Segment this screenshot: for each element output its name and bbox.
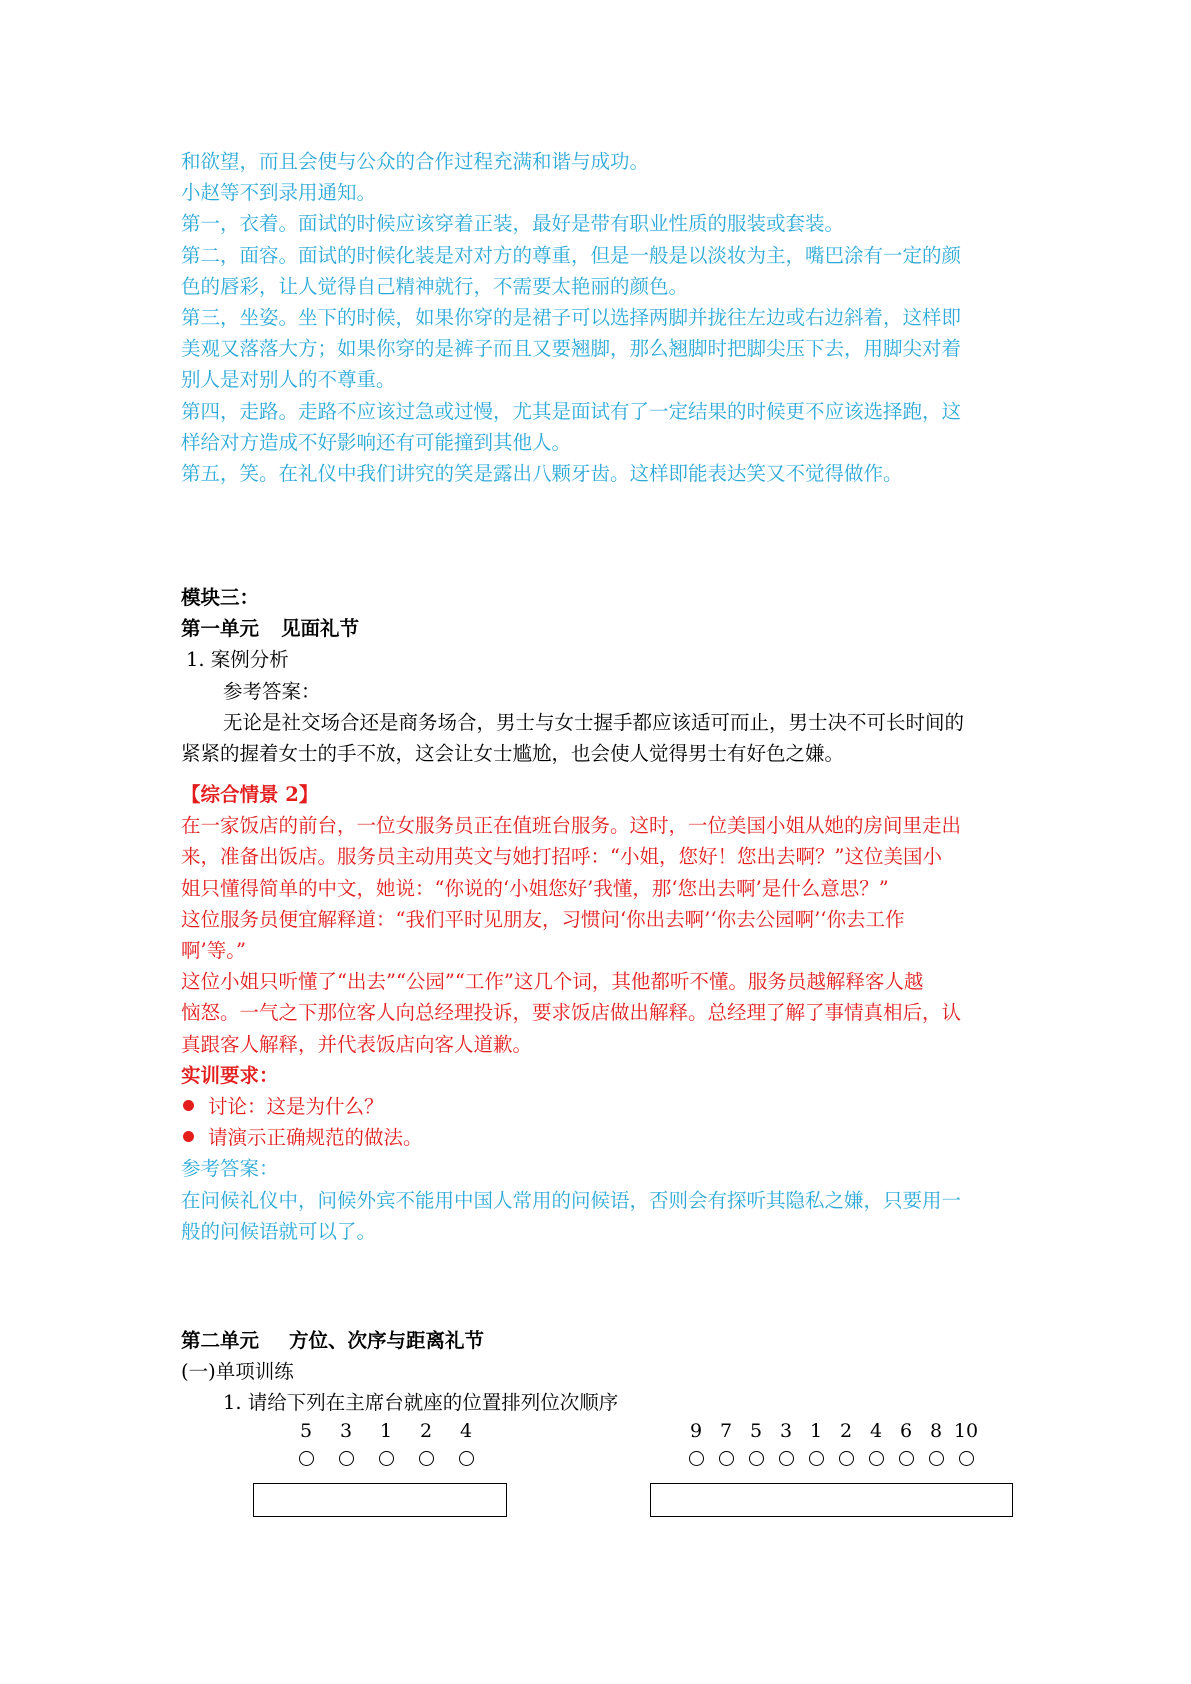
seat-circle-icon [779, 1451, 794, 1466]
unit2-section [181, 1325, 1021, 1419]
seat-circle-icon [379, 1451, 394, 1466]
answer-line: 样给对方造成不好影响还有可能撞到其他人。 [181, 430, 572, 454]
seating-large-numbers [681, 1419, 981, 1443]
seat-number: 4 [869, 1420, 883, 1442]
answer-line: 美观又落落大方；如果你穿的是裤子而且又要翘脚，那么翘脚时把脚尖压下去，用脚尖对着 [181, 337, 962, 361]
answer-line: 别人是对别人的不尊重。 [181, 368, 396, 392]
bullet-text: 讨论：这是为什么？ [208, 1095, 384, 1119]
seat-circle-icon [459, 1451, 474, 1466]
answer-line: 色的唇彩，让人觉得自己精神就行，不需要太艳丽的颜色。 [181, 274, 689, 298]
seat-circle-icon [869, 1451, 884, 1466]
answer-line: 第二，面容。面试的时候化装是对对方的尊重，但是一般是以淡妆为主，嘴巴涂有一定的颜 [181, 243, 962, 267]
scenario-line: 姐只懂得简单的中文，她说：“你说的‘小姐您好’我懂，那‘您出去啊’是什么意思？” [181, 876, 889, 900]
ref-line-1: 无论是社交场合还是商务场合，男士与女士握手都应该适可而止，男士决不可长时间的 [223, 710, 965, 734]
scenario-line: 啊’等。” [181, 939, 246, 963]
seat-number: 3 [339, 1420, 353, 1442]
unit2-title-name: 方位、次序与距离礼节 [289, 1329, 485, 1352]
answer-line: 和欲望，而且会使与公众的合作过程充满和谐与成功。 [181, 150, 650, 173]
scenario-line: 来，准备出饭店。服务员主动用英文与她打招呼：“小姐，您好！您出去啊？”这位美国小 [181, 845, 942, 869]
seat-number: 2 [419, 1420, 433, 1442]
seat-number: 7 [719, 1420, 733, 1442]
seat-number: 2 [839, 1420, 853, 1442]
module3-section [181, 582, 1021, 769]
seating-large-answer-box[interactable] [650, 1483, 1013, 1517]
answer-line: 第一，衣着。面试的时候应该穿着正装，最好是带有职业性质的服装或套装。 [181, 212, 845, 236]
ref-label: 参考答案： [223, 679, 321, 703]
unit2-title [181, 1325, 1021, 1356]
requirement-label: 实训要求： [181, 1063, 279, 1087]
case-heading: 1. 案例分析 [186, 648, 289, 672]
seat-circle-icon [749, 1451, 764, 1466]
bullet-dot-icon [183, 1131, 194, 1142]
unit2-title-number: 第二单元 [181, 1329, 260, 1352]
seat-number: 5 [749, 1420, 763, 1442]
answer-line: 小赵等不到录用通知。 [181, 181, 377, 205]
requirement-bullet-item [181, 1091, 1021, 1122]
scenario-section [181, 779, 1021, 1247]
seat-number: 1 [809, 1420, 823, 1442]
module-title: 模块三： [181, 586, 260, 609]
seat-circle-icon [419, 1451, 434, 1466]
requirement-bullet-item [181, 1122, 1021, 1153]
part1-text [181, 146, 1021, 489]
answer-line: 在问候礼仪中，问候外宾不能用中国人常用的问候语，否则会有探听其隐私之嫌，只要用一 [181, 1188, 962, 1212]
seating-large-circles [681, 1451, 981, 1470]
section-heading: (一)单项训练 [181, 1360, 294, 1384]
seating-small-circles [286, 1451, 486, 1470]
seat-number: 5 [299, 1420, 313, 1442]
scenario-line: 真跟客人解释，并代表饭店向客人道歉。 [181, 1032, 533, 1056]
seating-small-answer-box[interactable] [253, 1483, 507, 1517]
answer-line: 第三，坐姿。坐下的时候，如果你穿的是裙子可以选择两脚并拢往左边或右边斜着，这样即 [181, 306, 962, 330]
ref-line-2: 紧紧的握着女士的手不放，这会让女士尴尬，也会使人觉得男士有好色之嫌。 [181, 742, 845, 766]
seating-question: 1. 请给下列在主席台就座的位置排列位次顺序 [223, 1391, 619, 1415]
seat-circle-icon [689, 1451, 704, 1466]
unit1-title-name: 见面礼节 [281, 617, 360, 641]
seat-circle-icon [959, 1451, 974, 1466]
seat-circle-icon [929, 1451, 944, 1466]
bullet-dot-icon [183, 1100, 194, 1111]
unit1-title-number: 第一单元 [181, 617, 260, 641]
seat-circle-icon [339, 1451, 354, 1466]
seat-number: 3 [779, 1420, 793, 1442]
scenario-title: 【综合情景 2】 [181, 783, 319, 806]
answer-label: 参考答案： [181, 1157, 279, 1181]
scenario-line: 在一家饭店的前台，一位女服务员正在值班台服务。这时，一位美国小姐从她的房间里走出 [181, 814, 962, 838]
unit1-title [181, 613, 1021, 644]
seat-number: 8 [929, 1420, 943, 1442]
seat-circle-icon [299, 1451, 314, 1466]
seat-number: 9 [689, 1420, 703, 1442]
answer-line: 般的问候语就可以了。 [181, 1219, 377, 1243]
seat-number: 10 [953, 1420, 979, 1442]
seat-number: 6 [899, 1420, 913, 1442]
seat-circle-icon [809, 1451, 824, 1466]
answer-line: 第四，走路。走路不应该过急或过慢，尤其是面试有了一定结果的时候更不应该选择跑，这 [181, 399, 962, 423]
seat-circle-icon [899, 1451, 914, 1466]
seating-small-numbers [286, 1419, 486, 1443]
scenario-line: 这位小姐只听懂了“出去”“公园”“工作”这几个词，其他都听不懂。服务员越解释客人越 [181, 970, 924, 994]
seat-circle-icon [719, 1451, 734, 1466]
bullet-text: 请演示正确规范的做法。 [208, 1126, 423, 1150]
answer-line: 第五，笑。在礼仪中我们讲究的笑是露出八颗牙齿。这样即能表达笑又不觉得做作。 [181, 462, 903, 486]
seat-circle-icon [839, 1451, 854, 1466]
scenario-line: 恼怒。一气之下那位客人向总经理投诉，要求饭店做出解释。总经理了解了事情真相后，认 [181, 1001, 962, 1025]
seat-number: 1 [379, 1420, 393, 1442]
seat-number: 4 [459, 1420, 473, 1442]
scenario-line: 这位服务员便宜解释道：“我们平时见朋友，习惯问‘你出去啊’‘你去公园啊’‘你去工作 [181, 907, 905, 931]
